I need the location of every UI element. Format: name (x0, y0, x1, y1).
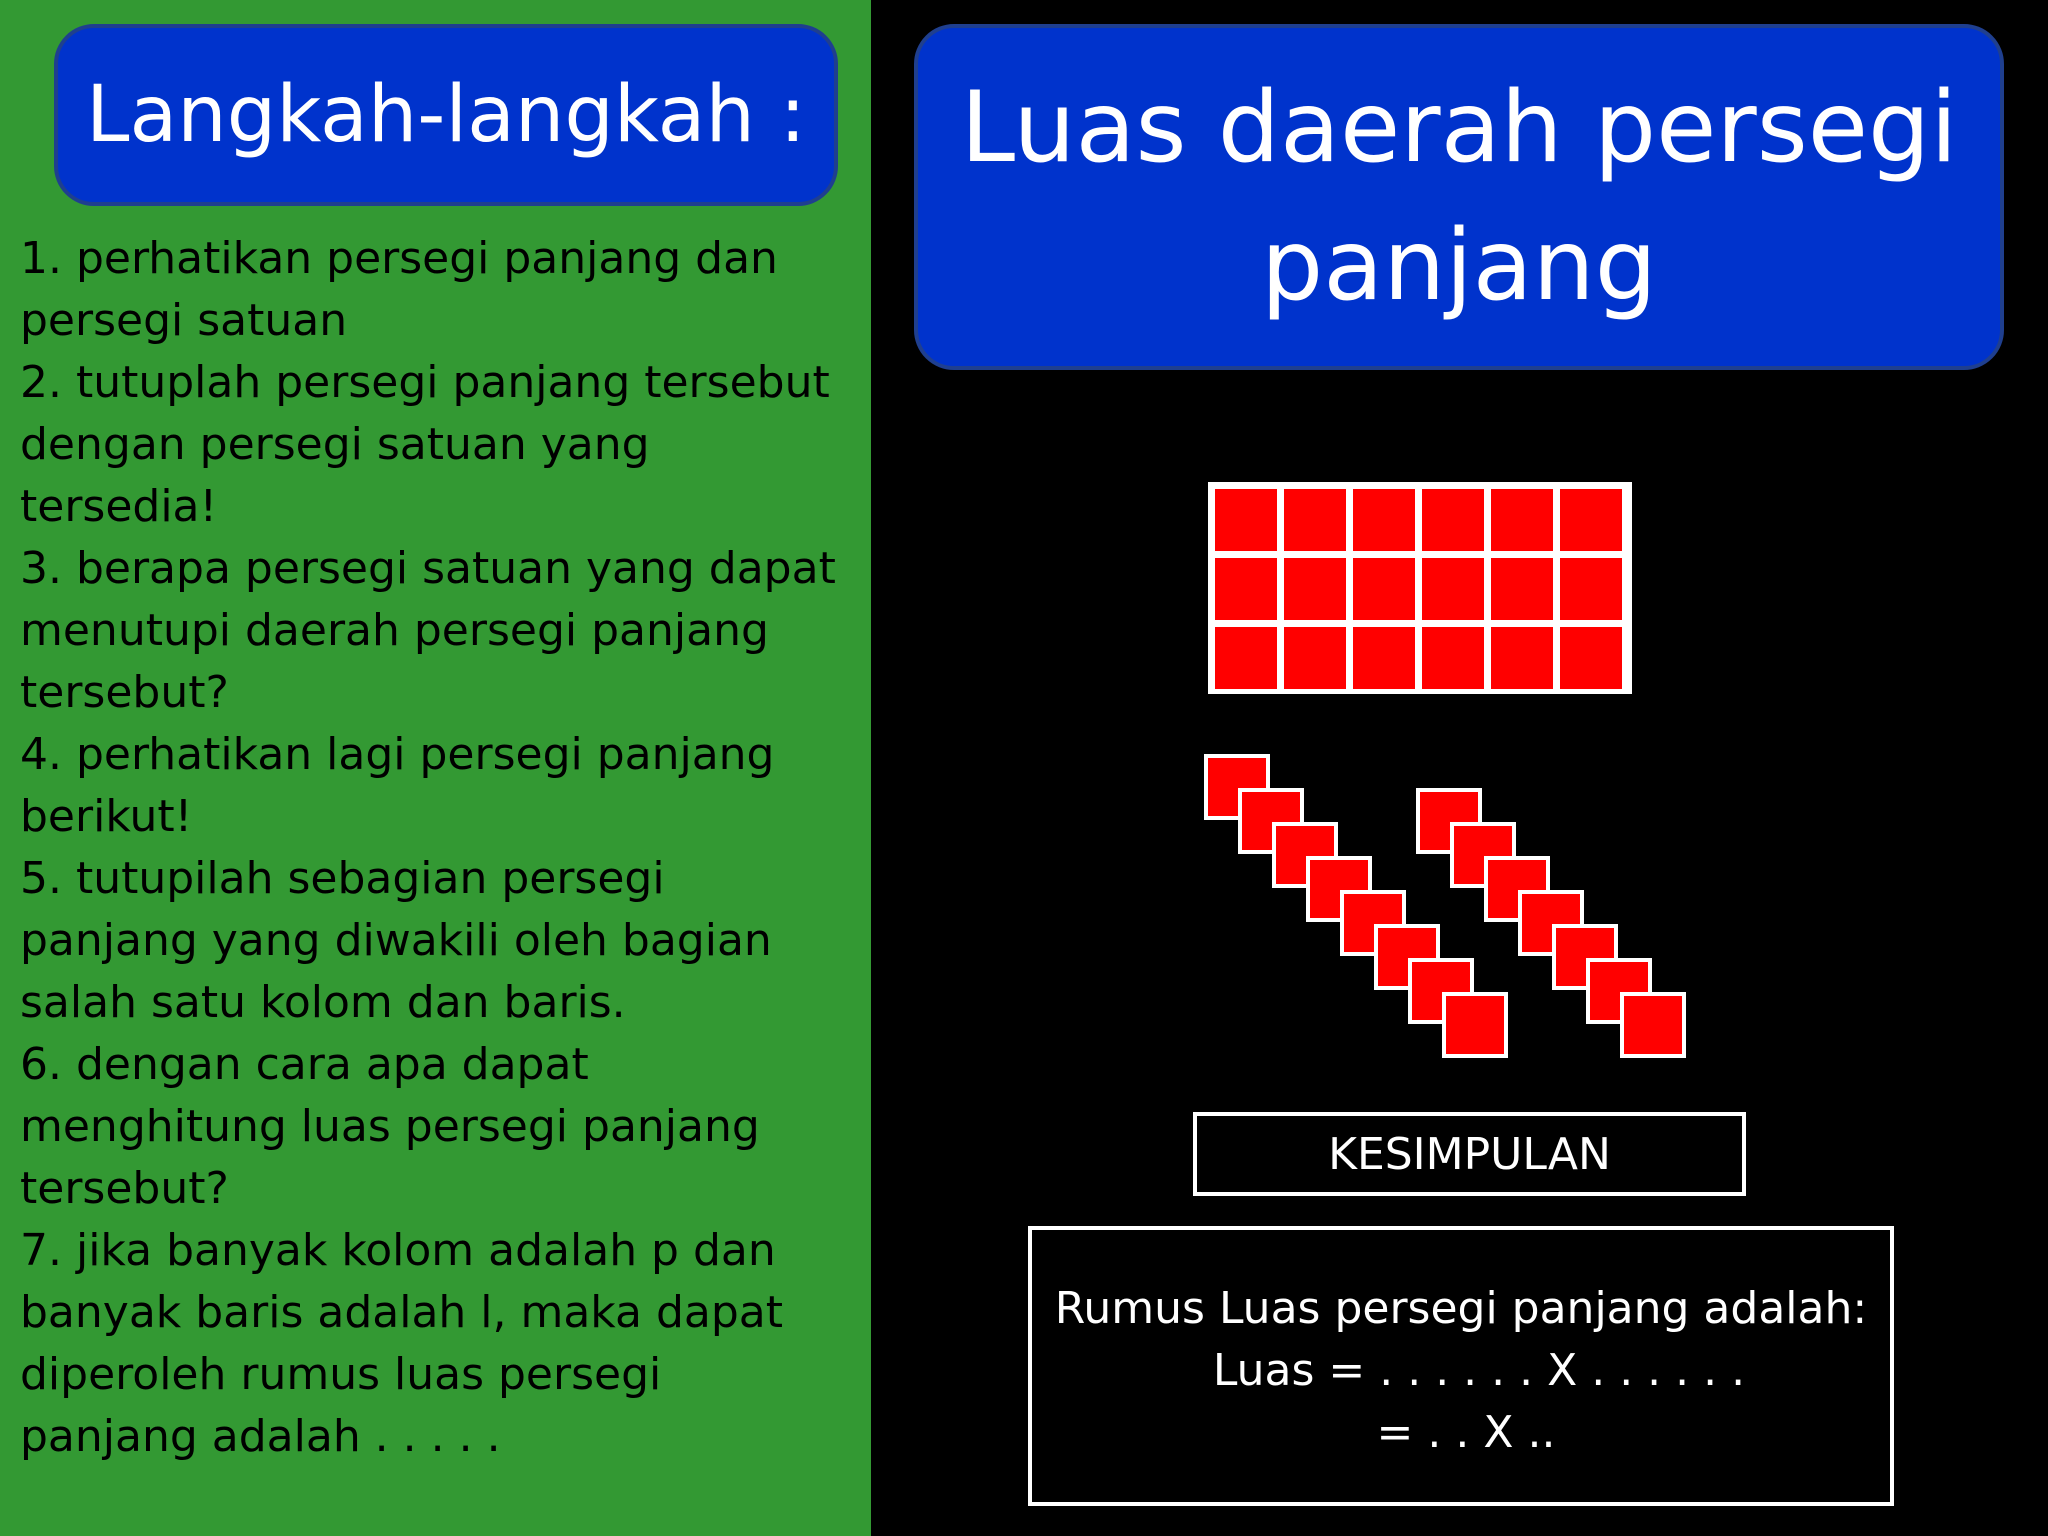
unit-square (1284, 558, 1346, 620)
unit-square (1353, 558, 1415, 620)
unit-square (1560, 489, 1622, 551)
step-item: 3. berapa persegi satuan yang dapat menutupi daerah persegi panjang tersebut? (20, 543, 836, 718)
formula-line-3: = . . X .. (1376, 1407, 1556, 1458)
unit-square (1560, 558, 1622, 620)
diagonal-unit-square (1442, 992, 1508, 1058)
unit-square (1422, 489, 1484, 551)
steps-title: Langkah-langkah : (54, 24, 838, 206)
diagonal-unit-square (1620, 992, 1686, 1058)
page-title: Luas daerah persegi panjang (914, 24, 2004, 370)
unit-square (1353, 489, 1415, 551)
unit-square (1215, 489, 1277, 551)
steps-list (20, 228, 850, 1468)
unit-square (1215, 558, 1277, 620)
unit-square (1491, 627, 1553, 689)
step-item: 1. perhatikan persegi panjang dan persegi satuan (20, 233, 778, 346)
unit-square (1560, 627, 1622, 689)
step-item: 5. tutupilah sebagian persegi panjang yang diwakili oleh bagian salah satu kolom dan baris. (20, 853, 772, 1028)
step-item: 6. dengan cara apa dapat menghitung luas persegi panjang tersebut? (20, 1039, 760, 1214)
formula-line-2: Luas = . . . . . . X . . . . . . (1212, 1345, 1746, 1396)
unit-square (1284, 627, 1346, 689)
formula-box (1028, 1226, 1894, 1506)
step-item: 7. jika banyak kolom adalah p dan banyak baris adalah l, maka dapat diperoleh rumus luas persegi panjang adalah . . . . . (20, 1225, 783, 1462)
conclusion-label: KESIMPULAN (1193, 1112, 1746, 1196)
unit-square (1422, 627, 1484, 689)
step-item: 4. perhatikan lagi persegi panjang berikut! (20, 729, 775, 842)
unit-square (1491, 489, 1553, 551)
unit-square (1284, 489, 1346, 551)
formula-line-1: Rumus Luas persegi panjang adalah: (1054, 1283, 1868, 1334)
unit-square (1353, 627, 1415, 689)
unit-square (1422, 558, 1484, 620)
step-item: 2. tutuplah persegi panjang tersebut dengan persegi satuan yang tersedia! (20, 357, 830, 532)
rectangle-unit-grid (1208, 482, 1632, 694)
unit-square (1215, 627, 1277, 689)
unit-square (1491, 558, 1553, 620)
